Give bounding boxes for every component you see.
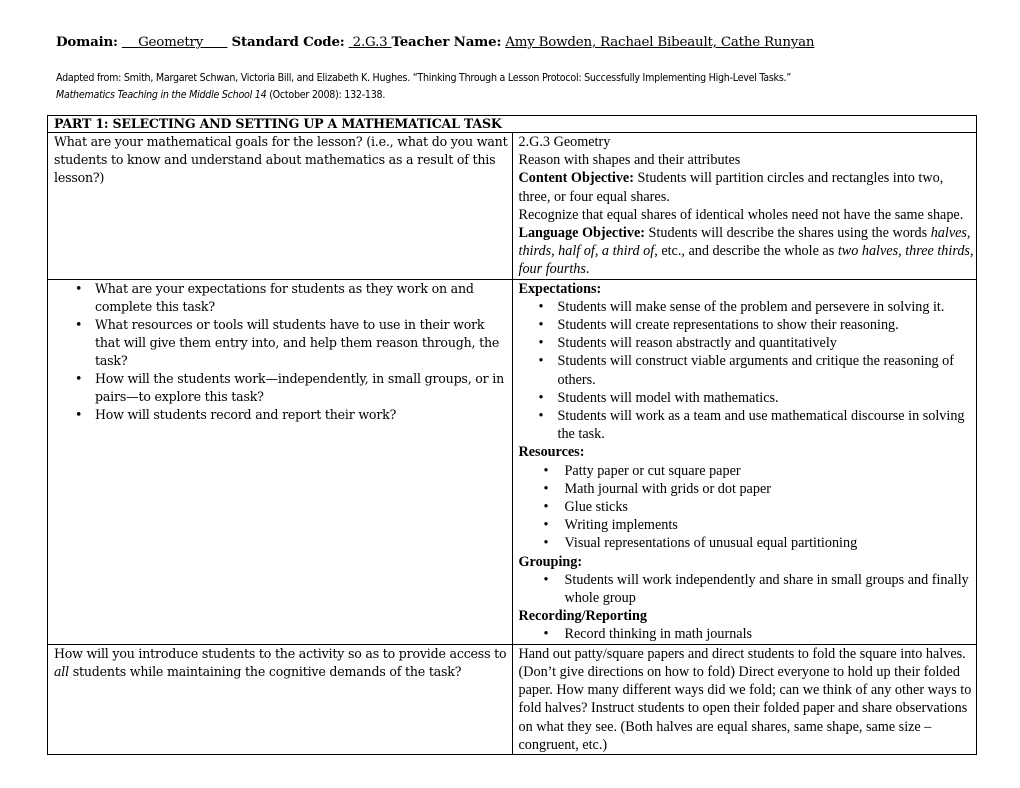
expectation-item: • Students will make sense of the problem and persevere in solving it. xyxy=(519,298,977,316)
domain-label: Domain: xyxy=(56,34,118,50)
grouping-heading: Grouping: xyxy=(518,553,583,570)
goals-answer xyxy=(519,133,977,279)
recording-item: • Record thinking in math journals xyxy=(519,625,977,643)
standard-line: 2.G.3 Geometry xyxy=(518,134,611,150)
resources-heading: Resources: xyxy=(518,444,585,461)
lesson-table xyxy=(47,115,977,755)
expectation-item: • Students will model with mathematics. xyxy=(519,389,977,407)
language-objective-text-3: . xyxy=(585,261,590,278)
standard-code-label: Standard Code: xyxy=(231,34,345,50)
planning-question: • How will students record and report their work? xyxy=(54,406,512,424)
content-objective xyxy=(519,169,977,205)
goals-answer-cell xyxy=(512,133,977,280)
introduce-row xyxy=(48,644,977,754)
teacher-name-value: Amy Bowden, Rachael Bibeault, Cathe Runyan xyxy=(505,35,815,50)
goals-question: What are your mathematical goals for the lesson? (i.e., what do you want students to know and understand about mathematics as a result of this lesson?) xyxy=(54,134,508,185)
expectations-heading: Expectations: xyxy=(518,280,602,297)
planning-question: • What are your expectations for students as they work on and complete this task? xyxy=(54,280,512,316)
recording-list xyxy=(519,625,977,643)
citation xyxy=(56,70,986,104)
expectations-question-cell xyxy=(48,279,513,644)
goals-question-cell xyxy=(48,133,513,280)
domain-value: Geometry xyxy=(138,35,204,50)
expectation-item: • Students will construct viable arguments and critique the reasoning of others. xyxy=(519,352,977,388)
introduce-answer: Hand out patty/square papers and direct students to fold the square into halves. (Don’t give directions on how to fold) Direct everyone to hold up their folded paper. How many different ways did we fold; can we think of any other ways to fold halves? Instruct students to open their folded paper and share observations on what they see. (Both halves are equal shares, same shape, same size – congruent, etc.) xyxy=(518,645,972,753)
language-objective-text-1: Students will describe the shares using the words xyxy=(645,225,931,242)
citation-line-1: Adapted from: Smith, Margaret Schwan, Victoria Bill, and Elizabeth K. Hughes. “Thinking Through a Lesson Protocol: Successfully Implementing High-Level Tasks.” xyxy=(56,72,791,84)
content-objective-text: Students will partition circles and rectangles into two, three, or four equal shares. xyxy=(518,170,944,205)
recording-heading: Recording/Reporting xyxy=(518,608,647,625)
planning-question: • How will the students work—independently, in small groups, or in pairs—to explore this task? xyxy=(54,370,512,406)
expectation-item: • Students will create representations to show their reasoning. xyxy=(519,316,977,334)
expectation-item: • Students will work as a team and use mathematical discourse in solving the task. xyxy=(519,407,977,443)
resource-item: • Writing implements xyxy=(519,516,977,534)
resource-item: • Glue sticks xyxy=(519,498,977,516)
resource-item: • Patty paper or cut square paper xyxy=(519,462,977,480)
planning-question: • What resources or tools will students have to use in their work that will give them entry into, and help them reason through, the task? xyxy=(54,316,512,370)
part-title-row xyxy=(48,116,977,133)
standard-code-value: 2.G.3 xyxy=(352,35,388,50)
content-objective-label: Content Objective: xyxy=(518,170,634,187)
language-objective-text-2: etc., and describe the whole as xyxy=(657,243,838,260)
expectations-answer-cell xyxy=(512,279,977,644)
introduce-question-emphasis: all xyxy=(54,663,69,679)
citation-journal: Mathematics Teaching in the Middle School 14 xyxy=(56,89,267,101)
goals-row xyxy=(48,133,977,280)
recognize-line: Recognize that equal shares of identical wholes need not have the same shape. xyxy=(518,206,964,223)
language-objective-label: Language Objective: xyxy=(518,225,645,242)
expectations-row xyxy=(48,279,977,644)
resources-list xyxy=(519,462,977,553)
grouping-list xyxy=(519,571,977,607)
introduce-question-text-1: How will you introduce students to the activity so as to provide access to xyxy=(54,645,507,661)
document-header xyxy=(56,34,814,50)
citation-details: (October 2008): 132-138. xyxy=(266,89,386,101)
teacher-name-label: Teacher Name: xyxy=(391,34,502,50)
language-objective-words: halves, thirds, half of, a third of, xyxy=(518,225,971,260)
language-objective-wholes: two halves, three thirds, four fourths xyxy=(518,243,974,278)
planning-questions-list xyxy=(54,280,512,424)
part-title-cell xyxy=(48,116,977,133)
cluster-line: Reason with shapes and their attributes xyxy=(518,152,741,169)
expectations-list xyxy=(519,298,977,444)
part-title: PART 1: SELECTING AND SETTING UP A MATHEMATICAL TASK xyxy=(54,116,502,131)
introduce-question xyxy=(54,645,512,681)
introduce-question-text-2: students while maintaining the cognitive demands of the task? xyxy=(68,663,462,679)
resource-item: • Visual representations of unusual equal partitioning xyxy=(519,534,977,552)
citation-line-2 xyxy=(56,87,986,104)
resource-item: • Math journal with grids or dot paper xyxy=(519,480,977,498)
introduce-answer-cell xyxy=(512,644,977,754)
expectation-item: • Students will reason abstractly and quantitatively xyxy=(519,334,977,352)
language-objective xyxy=(519,224,977,279)
grouping-item: • Students will work independently and share in small groups and finally whole group xyxy=(519,571,977,607)
expectations-answer xyxy=(519,280,977,644)
introduce-question-cell xyxy=(48,644,513,754)
